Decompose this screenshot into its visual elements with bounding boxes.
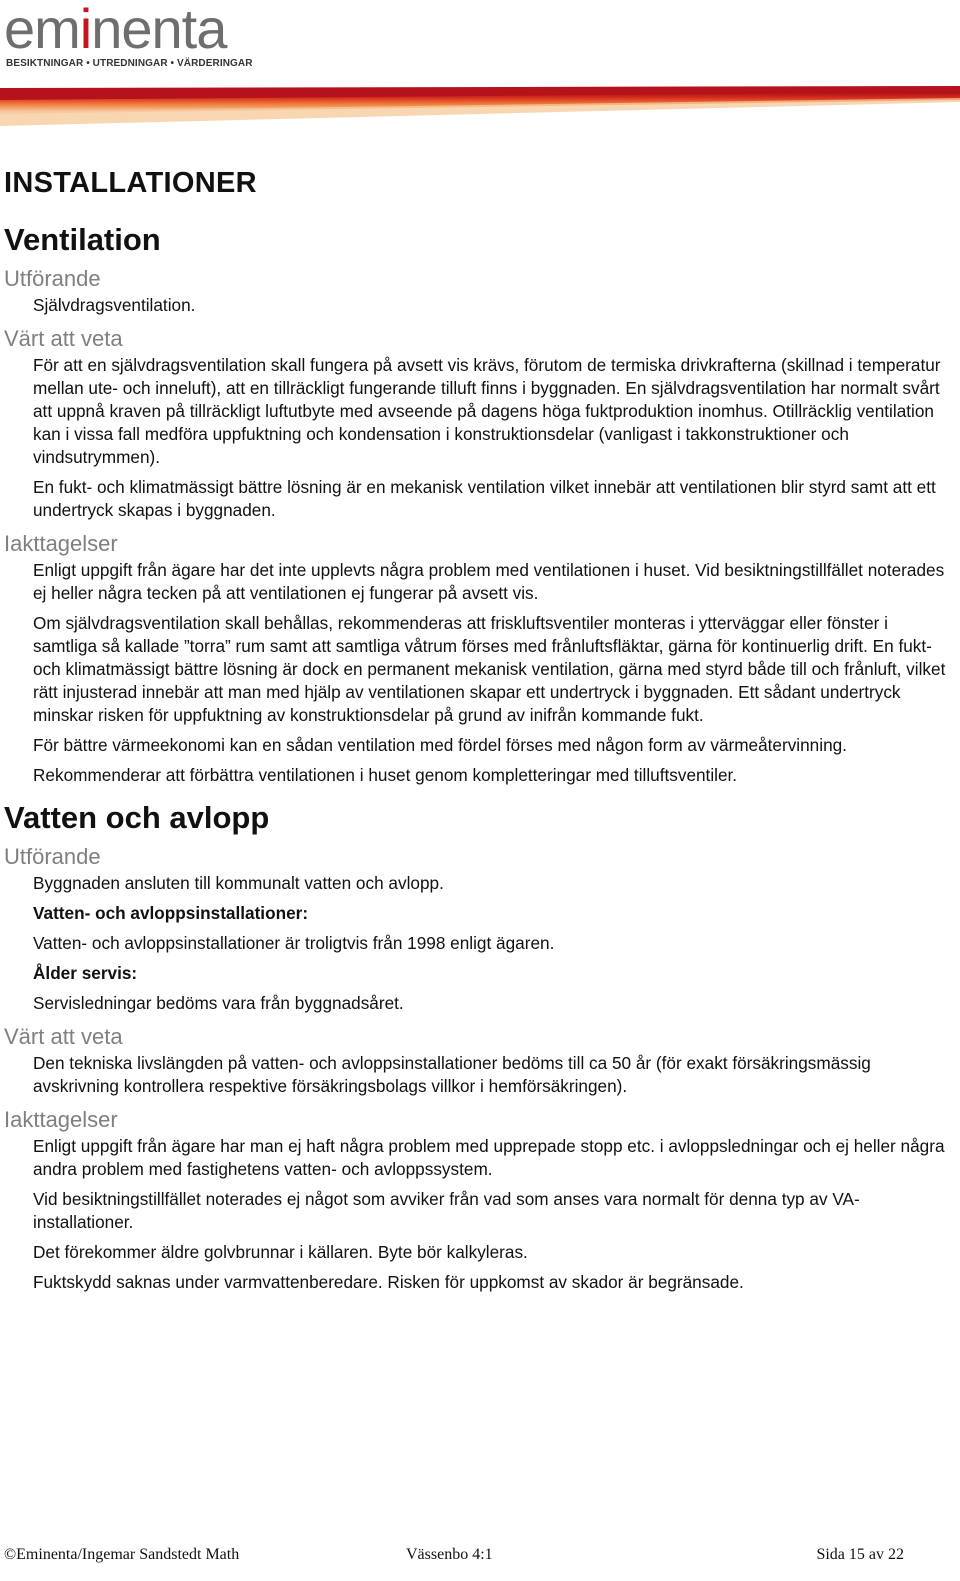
paragraph: Enligt uppgift från ägare har det inte upplevts några problem med ventilationen i huset. Vid besiktningstillfället noterades ej heller några tecken på att ventilationen ej fungerar på avsett vis. — [33, 560, 945, 603]
footer-page-number: Sida 15 av 22 — [816, 1546, 904, 1563]
page-title: INSTALLATIONER — [4, 167, 257, 199]
paragraph: För bättre värmeekonomi kan en sådan ventilation med fördel förses med någon form av värmeåtervinning. — [33, 735, 847, 755]
subheading-utforande: Utförande — [4, 844, 101, 869]
logo-tagline: BESIKTNINGAR • UTREDNINGAR • VÄRDERINGAR — [6, 58, 253, 69]
paragraph: Enligt uppgift från ägare har man ej haft några problem med upprepade stopp etc. i avloppsledningar och ej heller några andra problem med fastighetens vatten- och avloppssystem. — [33, 1136, 945, 1179]
section-vatten-och-avlopp — [4, 798, 954, 1294]
paragraph: Vid besiktningstillfället noterades ej något som avviker från vad som anses vara normalt för denna typ av VA-installationer. — [33, 1189, 860, 1232]
paragraph: Byggnaden ansluten till kommunalt vatten och avlopp. — [33, 873, 444, 893]
subheading-vart-att-veta: Värt att veta — [4, 326, 123, 351]
paragraph: Servisledningar bedöms vara från byggnadsåret. — [33, 993, 404, 1013]
paragraph: Det förekommer äldre golvbrunnar i källaren. Byte bör kalkyleras. — [33, 1242, 528, 1262]
paragraph: Den tekniska livslängden på vatten- och avloppsinstallationer bedöms till ca 50 år (för exakt försäkringsmässig avskrivning kontrollera respektive försäkringsbolags villkor i hemförsäkringen). — [33, 1053, 871, 1096]
paragraph: Om självdragsventilation skall behållas, rekommenderas att friskluftsventiler monteras i ytterväggar eller fönster i samtliga så kallade ”torra” rum samt att samtliga våtrum förses med frånluftsfläktar, gärna för kontinuerlig drift. En fukt- och klimatmässigt bättre lösning är dock en permanent mekanisk ventilation, gärna med styrd både till och frånluft, vilket rätt injusterad innebär att man med hjälp av ventilationen skapar ett undertryck i byggnaden. Ett sådant undertryck minskar risken för uppfuktning av konstruktionsdelar på grund av inifrån kommande fukt. — [33, 613, 946, 725]
section-heading: Ventilation — [4, 222, 161, 257]
paragraph: För att en självdragsventilation skall fungera på avsett vis krävs, förutom de termiska drivkrafterna (skillnad i temperatur mellan ute- och inneluft), att en tillräckligt fungerande tilluft finns i byggnaden. En självdragsventilation har normalt svårt att uppnå kraven på tillräckligt luftutbyte med avseende på dagens höga fuktproduktion inomhus. Otillräcklig ventilation kan i vissa fall medföra uppfuktning och kondensation i konstruktionsdelar (vanligast i takkonstruktioner och vindsutrymmen). — [33, 355, 941, 467]
footer-property: Vässenbo 4:1 — [406, 1546, 493, 1563]
footer-copyright: ©Eminenta/Ingemar Sandstedt Math — [4, 1546, 240, 1563]
paragraph: En fukt- och klimatmässigt bättre lösning är en mekanisk ventilation vilket innebär att ventilationen blir styrd samt att ett undertryck skapas i byggnaden. — [33, 477, 936, 520]
subheading-iakttagelser: Iakttagelser — [4, 1107, 118, 1132]
subheading-iakttagelser: Iakttagelser — [4, 531, 118, 556]
bold-label: Ålder servis: — [33, 963, 138, 983]
logo-wordmark: eminenta — [4, 0, 227, 60]
section-heading: Vatten och avlopp — [4, 800, 270, 835]
paragraph: Vatten- och avloppsinstallationer är troligtvis från 1998 enligt ägaren. — [33, 933, 555, 953]
paragraph: Fuktskydd saknas under varmvattenberedare. Risken för uppkomst av skador är begränsade. — [33, 1272, 744, 1292]
bold-label: Vatten- och avloppsinstallationer: — [33, 903, 309, 923]
paragraph: Självdragsventilation. — [33, 295, 196, 315]
document-body — [4, 160, 954, 1301]
page-footer — [4, 1546, 904, 1568]
section-ventilation — [4, 220, 954, 787]
subheading-vart-att-veta: Värt att veta — [4, 1024, 123, 1049]
subheading-utforande: Utförande — [4, 266, 101, 291]
company-logo — [4, 0, 253, 72]
paragraph: Rekommenderar att förbättra ventilationen i huset genom kompletteringar med tilluftsventiler. — [33, 765, 738, 785]
header-decorative-band — [0, 80, 960, 126]
